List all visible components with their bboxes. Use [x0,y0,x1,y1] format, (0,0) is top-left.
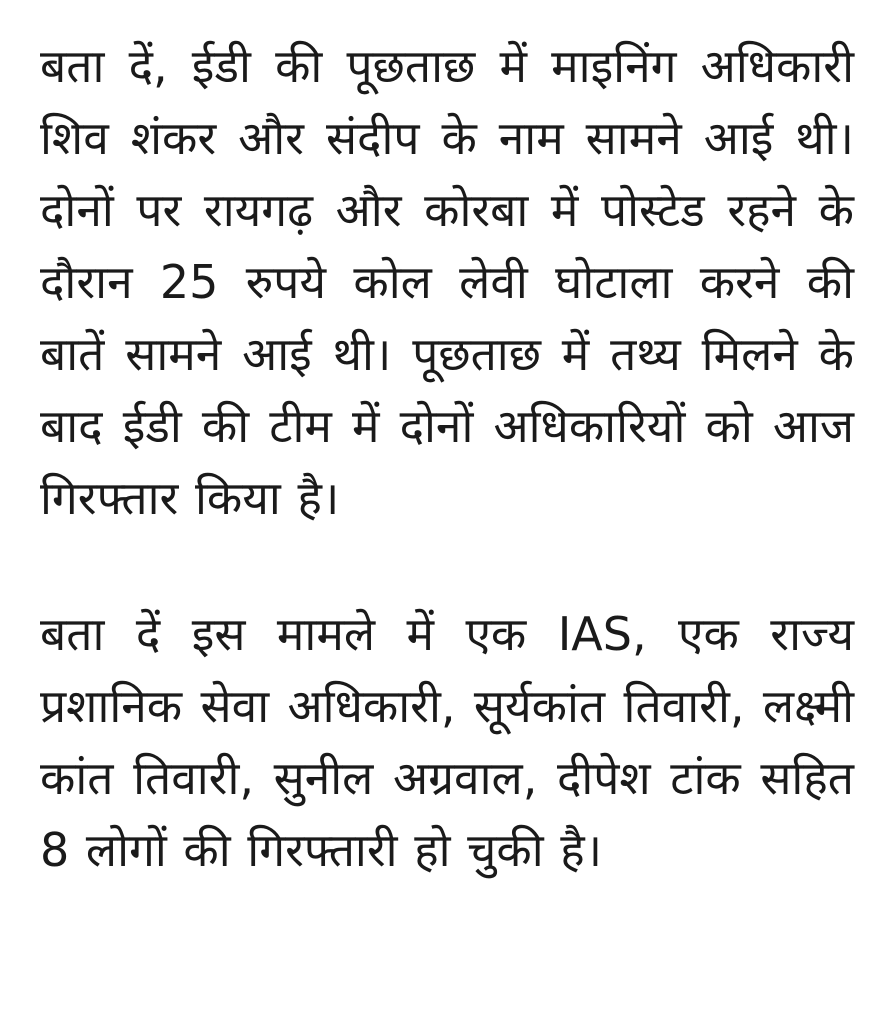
article-paragraph-2: बता दें इस मामले में एक IAS, एक राज्य प्रशानिक सेवा अधिकारी, सूर्यकांत तिवारी, लक्ष्मी कांत तिवारी, सुनील अग्रवाल, दीपेश टांक सहित 8 लोगों की गिरफ्तारी हो चुकी है। [40,607,854,877]
article-paragraph-1: बता दें, ईडी की पूछताछ में माइनिंग अधिकारी शिव शंकर और संदीप के नाम सामने आई थी। दोनों पर रायगढ़ और कोरबा में पोस्टेड रहने के दौरान 25 रुपये कोल लेवी घोटाला करने की बातें सामने आई थी। पूछताछ में तथ्य मिलने के बाद ईडी की टीम में दोनों अधिकारियों को आज गिरफ्तार किया है। [40,39,854,525]
